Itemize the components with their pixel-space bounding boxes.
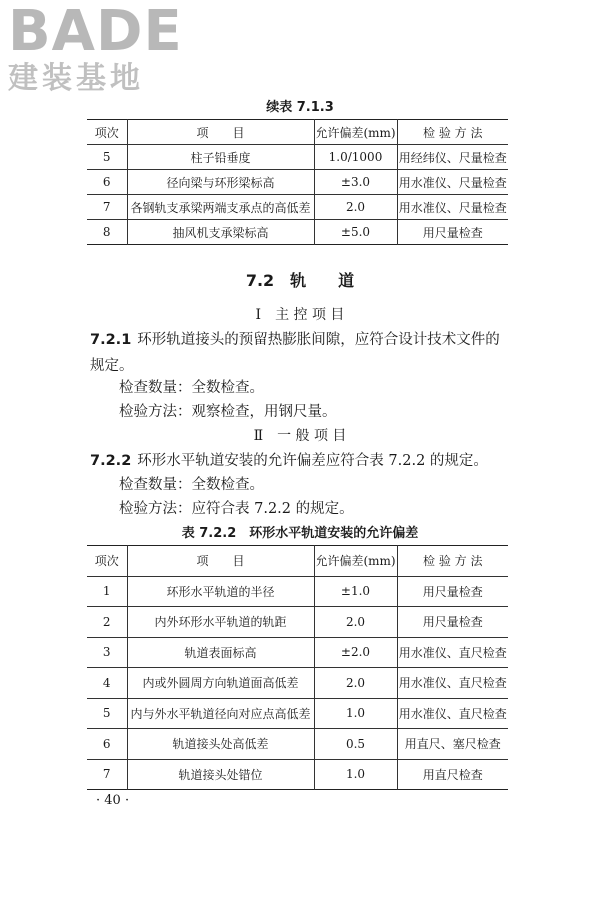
cell-item: 环形水平轨道的半径 [127, 576, 314, 607]
cell-method: 用尺量检查 [397, 576, 508, 607]
header-method: 检 验 方 法 [397, 546, 508, 577]
inspection-method: 检验方法：应符合表 7.2.2 的规定。 [119, 501, 354, 517]
clause-7-2-1 [90, 328, 520, 352]
cell-tolerance: 1.0 [314, 759, 397, 790]
cell-item: 内或外圆周方向轨道面高低差 [127, 668, 314, 699]
clause-text: 环形水平轨道安装的允许偏差应符合表 7.2.2 的规定。 [137, 453, 488, 469]
cell-tolerance: ±5.0 [314, 220, 397, 245]
cell-method: 用直尺、塞尺检查 [397, 729, 508, 760]
table-row [87, 729, 508, 760]
table-row [87, 145, 508, 170]
table2-caption: 表 7.2.2 环形水平轨道安装的允许偏差 [181, 526, 419, 541]
table-row [87, 637, 508, 668]
logo-brand: BADE [8, 0, 183, 64]
cell-tolerance: ±1.0 [314, 576, 397, 607]
cell-item-no: 3 [87, 637, 127, 668]
inspection-quantity: 检查数量：全数检查。 [119, 477, 264, 493]
table-row [87, 759, 508, 790]
cell-method: 用水准仪、直尺检查 [397, 668, 508, 699]
cell-method: 用水准仪、尺量检查 [397, 195, 508, 220]
table-header-row [87, 546, 508, 577]
cell-item: 轨道表面标高 [127, 637, 314, 668]
cell-item-no: 4 [87, 668, 127, 699]
header-tolerance: 允许偏差(mm) [314, 120, 397, 145]
cell-item: 柱子铅垂度 [127, 145, 314, 170]
cell-item: 轨道接头处错位 [127, 759, 314, 790]
table-row [87, 576, 508, 607]
cell-item: 径向梁与环形梁标高 [127, 170, 314, 195]
cell-tolerance: 1.0 [314, 698, 397, 729]
cell-tolerance: 2.0 [314, 195, 397, 220]
header-tolerance: 允许偏差(mm) [314, 546, 397, 577]
continued-table-7-1-3 [87, 119, 508, 245]
header-item: 项 目 [127, 546, 314, 577]
cell-tolerance: 0.5 [314, 729, 397, 760]
cell-item-no: 2 [87, 607, 127, 638]
subsection-general-items: Ⅱ 一 般 项 目 [253, 428, 347, 444]
clause-continuation: 规定。 [90, 358, 134, 374]
cell-item-no: 6 [87, 170, 127, 195]
header-item-no: 项次 [87, 546, 127, 577]
cell-tolerance: ±3.0 [314, 170, 397, 195]
table1-caption: 续表 7.1.3 [266, 100, 334, 115]
cell-method: 用水准仪、直尺检查 [397, 698, 508, 729]
cell-tolerance: ±2.0 [314, 637, 397, 668]
cell-item: 内与外水平轨道径向对应点高低差 [127, 698, 314, 729]
cell-tolerance: 2.0 [314, 668, 397, 699]
page-number: · 40 · [96, 793, 130, 808]
cell-item-no: 5 [87, 145, 127, 170]
clause-7-2-2 [90, 449, 520, 473]
cell-item-no: 1 [87, 576, 127, 607]
cell-method: 用水准仪、尺量检查 [397, 170, 508, 195]
cell-method: 用直尺检查 [397, 759, 508, 790]
clause-number: 7.2.1 [90, 332, 132, 348]
clause-number: 7.2.2 [90, 453, 132, 469]
cell-method: 用尺量检查 [397, 607, 508, 638]
clause-text: 环形轨道接头的预留热膨胀间隙，应符合设计技术文件的 [137, 332, 500, 348]
logo-subtitle: 建装基地 [8, 61, 144, 96]
cell-item: 各钢轨支承梁两端支承点的高低差 [127, 195, 314, 220]
cell-item-no: 7 [87, 759, 127, 790]
cell-item-no: 6 [87, 729, 127, 760]
cell-tolerance: 1.0/1000 [314, 145, 397, 170]
section-title: 7.2 轨 道 [245, 271, 355, 290]
cell-item-no: 7 [87, 195, 127, 220]
cell-item: 轨道接头处高低差 [127, 729, 314, 760]
table-7-2-2 [87, 545, 508, 790]
cell-method: 用尺量检查 [397, 220, 508, 245]
cell-item: 抽风机支承梁标高 [127, 220, 314, 245]
table-row [87, 668, 508, 699]
cell-item-no: 5 [87, 698, 127, 729]
table-row [87, 607, 508, 638]
inspection-method: 检验方法：观察检查，用钢尺量。 [119, 404, 337, 420]
table-row [87, 698, 508, 729]
header-method: 检 验 方 法 [397, 120, 508, 145]
cell-item-no: 8 [87, 220, 127, 245]
inspection-quantity: 检查数量：全数检查。 [119, 380, 264, 396]
cell-method: 用水准仪、直尺检查 [397, 637, 508, 668]
subsection-main-items: Ⅰ 主 控 项 目 [255, 307, 345, 323]
table-row [87, 170, 508, 195]
watermark-logo [8, 0, 188, 96]
header-item: 项 目 [127, 120, 314, 145]
table-row [87, 220, 508, 245]
header-item-no: 项次 [87, 120, 127, 145]
table-row [87, 195, 508, 220]
cell-item: 内外环形水平轨道的轨距 [127, 607, 314, 638]
table-header-row [87, 120, 508, 145]
cell-method: 用经纬仪、尺量检查 [397, 145, 508, 170]
cell-tolerance: 2.0 [314, 607, 397, 638]
